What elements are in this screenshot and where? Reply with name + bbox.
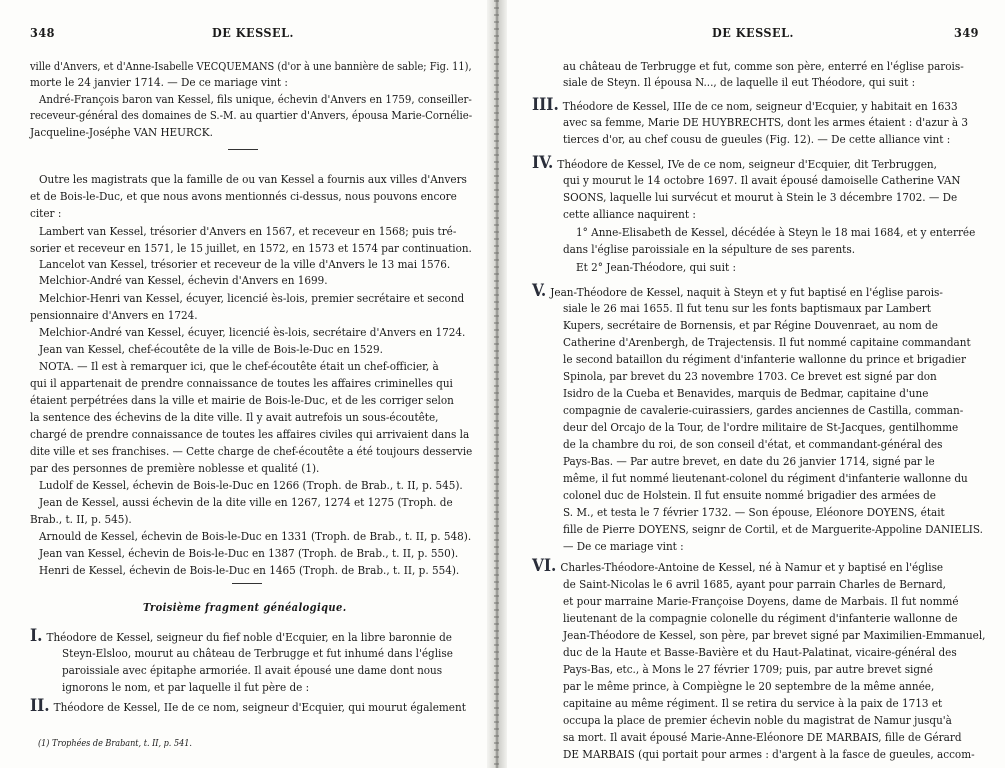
generation-numeral: VI. — [532, 556, 557, 576]
text-line: au château de Terbrugge et fut, comme son père, enterré en l'église parois- — [563, 59, 964, 73]
text-line: par des personnes de première noblesse et qualité (1). — [30, 461, 320, 475]
text-line: lieutenant de la compagnie colonelle du régiment d'infanterie wallonne de — [563, 611, 958, 625]
generation-numeral: I. — [30, 626, 43, 646]
text-line: même, il fut nommé lieutenant-colonel du régiment d'infanterie wallonne du — [563, 471, 968, 485]
text-line: qui il appartenait de prendre connaissance de toutes les affaires criminelles qui — [30, 376, 453, 390]
text-line: pensionnaire d'Anvers en 1724. — [30, 308, 198, 322]
section-divider — [232, 583, 262, 584]
text-line: Arnould de Kessel, échevin de Bois-le-Duc en 1331 (Troph. de Brab., t. II, p. 548). — [39, 529, 472, 543]
text-line: Henri de Kessel, échevin de Bois-le-Duc en 1465 (Troph. de Brab., t. II, p. 554). — [39, 563, 460, 577]
section-divider — [228, 149, 258, 150]
text-line: et de Bois-le-Duc, et que nous avons mentionnés ci-dessus, nous pouvons encore — [30, 189, 457, 203]
text-line: Steyn-Elsloo, mourut au château de Terbrugge et fut inhumé dans l'église — [62, 646, 453, 660]
text-line: tierces d'or, au chef cousu de gueules (Fig. 12). — De cette alliance vint : — [563, 132, 951, 146]
text-line: Lancelot van Kessel, trésorier et receveur de la ville d'Anvers le 13 mai 1576. — [39, 257, 451, 271]
text-line: Jean van Kessel, échevin de Bois-le-Duc en 1387 (Troph. de Brab., t. II, p. 550). — [39, 546, 459, 560]
text-line: ville d'Anvers, et d'Anne-Isabelle VECQUEMANS (d'or à une bannière de sable; Fig. 11), — [30, 59, 472, 73]
text-line: Isidro de la Cueba et Benavides, marquis de Bedmar, capitaine d'une — [563, 386, 929, 400]
text-line: 1° Anne-Elisabeth de Kessel, décédée à Steyn le 18 mai 1684, et y enterrée — [576, 225, 976, 239]
text-line: Ludolf de Kessel, échevin de Bois-le-Duc en 1266 (Troph. de Brab., t. II, p. 545). — [39, 478, 463, 492]
text-line: Jean-Théodore de Kessel, son père, par brevet signé par Maximilien-Emmanuel, — [563, 628, 986, 642]
generation-numeral: V. — [532, 281, 547, 301]
text-line: compagnie de cavalerie-cuirassiers, gardes anciennes de Castilla, comman- — [563, 403, 964, 417]
left-page — [0, 0, 486, 768]
text-line: SOONS, laquelle lui survécut et mourut à Stein le 3 décembre 1702. — De — [563, 190, 958, 204]
text-line: V. Jean-Théodore de Kessel, naquit à Steyn et y fut baptisé en l'église parois- — [532, 281, 943, 301]
text-line: NOTA. — Il est à remarquer ici, que le chef-écoutête était un chef-officier, à — [39, 359, 439, 373]
text-line: Melchior-André van Kessel, échevin d'Anvers en 1699. — [39, 273, 328, 287]
text-line: Pays-Bas, etc., à Mons le 27 février 1709; puis, par autre brevet signé — [563, 662, 933, 676]
text-line: IV. Théodore de Kessel, IVe de ce nom, seigneur d'Ecquier, dit Terbruggen, — [532, 153, 937, 173]
text-line: Brab., t. II, p. 545). — [30, 512, 132, 526]
text-line: S. M., et testa le 7 février 1732. — Son épouse, Eléonore DOYENS, était — [563, 505, 945, 519]
text-line: Jean de Kessel, aussi échevin de la dite ville en 1267, 1274 et 1275 (Troph. de — [39, 495, 453, 509]
text-line: VI. Charles-Théodore-Antoine de Kessel, né à Namur et y baptisé en l'église — [532, 556, 944, 576]
section-title: Troisième fragment généalogique. — [143, 601, 347, 614]
generation-numeral: II. — [30, 696, 50, 716]
text-line: chargé de prendre connaissance de toutes les affaires civiles qui arrivaient dans la — [30, 427, 470, 441]
text-line: — De ce mariage vint : — [563, 539, 684, 553]
text-line: Lambert van Kessel, trésorier d'Anvers en 1567, et receveur en 1568; puis tré- — [39, 224, 457, 238]
text-line: Kupers, secrétaire de Bornensis, et par Régine Douvenraet, au nom de — [563, 318, 938, 332]
text-line: paroissiale avec épitaphe armoriée. Il avait épousé une dame dont nous — [62, 663, 443, 677]
text-line: deur del Orcajo de la Tour, de l'ordre militaire de St-Jacques, gentilhomme — [563, 420, 959, 434]
text-line: ignorons le nom, et par laquelle il fut père de : — [62, 680, 310, 694]
text-line: le second bataillon du régiment d'infanterie wallonne du prince et brigadier — [563, 352, 966, 366]
right-page-number: 349 — [954, 25, 979, 40]
text-line: duc de la Haute et Basse-Bavière et du Haut-Palatinat, vicaire-général des — [563, 645, 957, 659]
text-line: fille de Pierre DOYENS, seignr de Cortil, et de Marguerite-Appoline DANIELIS. — [563, 522, 983, 536]
text-line: Pays-Bas. — Par autre brevet, en date du 26 janvier 1714, signé par le — [563, 454, 935, 468]
text-line: Catherine d'Arenbergh, de Trajectensis. Il fut nommé capitaine commandant — [563, 335, 971, 349]
text-line: qui y mourut le 14 octobre 1697. Il avait épousé damoiselle Catherine VAN — [563, 173, 961, 187]
right-running-head: DE KESSEL. — [712, 25, 794, 40]
footnote: (1) Trophées de Brabant, t. II, p. 541. — [38, 739, 192, 749]
text-line: de Saint-Nicolas le 6 avril 1685, ayant pour parrain Charles de Bernard, — [563, 577, 946, 591]
text-line: avec sa femme, Marie DE HUYBRECHTS, dont les armes étaient : d'azur à 3 — [563, 115, 969, 129]
text-line: siale de Steyn. Il épousa N..., de laquelle il eut Théodore, qui suit : — [563, 75, 916, 89]
spine-binding — [494, 0, 499, 768]
text-line: colonel duc de Holstein. Il fut ensuite nommé brigadier des armées de — [563, 488, 936, 502]
text-line: et pour marraine Marie-Françoise Doyens, dame de Marbais. Il fut nommé — [563, 594, 959, 608]
text-line: cette alliance naquirent : — [563, 207, 696, 221]
left-running-head: DE KESSEL. — [212, 25, 294, 40]
right-page — [508, 0, 1005, 768]
text-line: Spinola, par brevet du 23 novembre 1703. Ce brevet est signé par don — [563, 369, 937, 383]
text-line: I. Théodore de Kessel, seigneur du fief noble d'Ecquier, en la libre baronnie de — [30, 626, 452, 646]
generation-numeral: III. — [532, 95, 559, 115]
text-line: de la chambre du roi, de son conseil d'état, et commandant-général des — [563, 437, 943, 451]
text-line: Jacqueline-Joséphe VAN HEURCK. — [30, 125, 213, 139]
text-line: Melchior-Henri van Kessel, écuyer, licencié ès-lois, premier secrétaire et second — [39, 291, 465, 305]
text-line: Outre les magistrats que la famille de ou van Kessel a fournis aux villes d'Anvers — [39, 172, 467, 186]
text-line: Et 2° Jean-Théodore, qui suit : — [576, 260, 736, 274]
text-line: capitaine au même régiment. Il se retira du service à la paix de 1713 et — [563, 696, 943, 710]
text-line: André-François baron van Kessel, fils unique, échevin d'Anvers en 1759, conseiller- — [39, 92, 472, 106]
text-line: sorier et receveur en 1571, le 15 juillet, en 1572, en 1573 et 1574 par continuation. — [30, 241, 472, 255]
text-line: DE MARBAIS (qui portait pour armes : d'argent à la fasce de gueules, accom- — [563, 747, 975, 761]
generation-numeral: IV. — [532, 153, 554, 173]
text-line: receveur-général des domaines de S.-M. au quartier d'Anvers, épousa Marie-Cornélie- — [30, 108, 473, 122]
text-line: Melchior-André van Kessel, écuyer, licencié ès-lois, secrétaire d'Anvers en 1724. — [39, 325, 466, 339]
text-line: sa mort. Il avait épousé Marie-Anne-Eléonore DE MARBAIS, fille de Gérard — [563, 730, 962, 744]
text-line: la sentence des échevins de la dite ville. Il y avait autrefois un sous-écoutête, — [30, 410, 439, 424]
text-line: dans l'église paroissiale en la sépulture de ses parents. — [563, 242, 856, 256]
text-line: par le même prince, à Compiègne le 20 septembre de la même année, — [563, 679, 935, 693]
text-line: siale le 26 mai 1655. Il fut tenu sur les fonts baptismaux par Lambert — [563, 301, 931, 315]
text-line: Jean van Kessel, chef-écoutête de la ville de Bois-le-Duc en 1529. — [39, 342, 383, 356]
left-page-number: 348 — [30, 25, 55, 40]
text-line: étaient perpétrées dans la ville et mairie de Bois-le-Duc, et de les corriger selon — [30, 393, 454, 407]
text-line: occupa la place de premier échevin noble du magistrat de Namur jusqu'à — [563, 713, 952, 727]
text-line: morte le 24 janvier 1714. — De ce mariage vint : — [30, 75, 288, 89]
text-line: III. Théodore de Kessel, IIIe de ce nom, seigneur d'Ecquier, y habitait en 1633 — [532, 95, 958, 115]
text-line: citer : — [30, 206, 62, 220]
text-line: dite ville et ses franchises. — Cette charge de chef-écoutête a été toujours desservie — [30, 444, 473, 458]
text-line: II. Théodore de Kessel, IIe de ce nom, seigneur d'Ecquier, qui mourut également — [30, 696, 466, 716]
